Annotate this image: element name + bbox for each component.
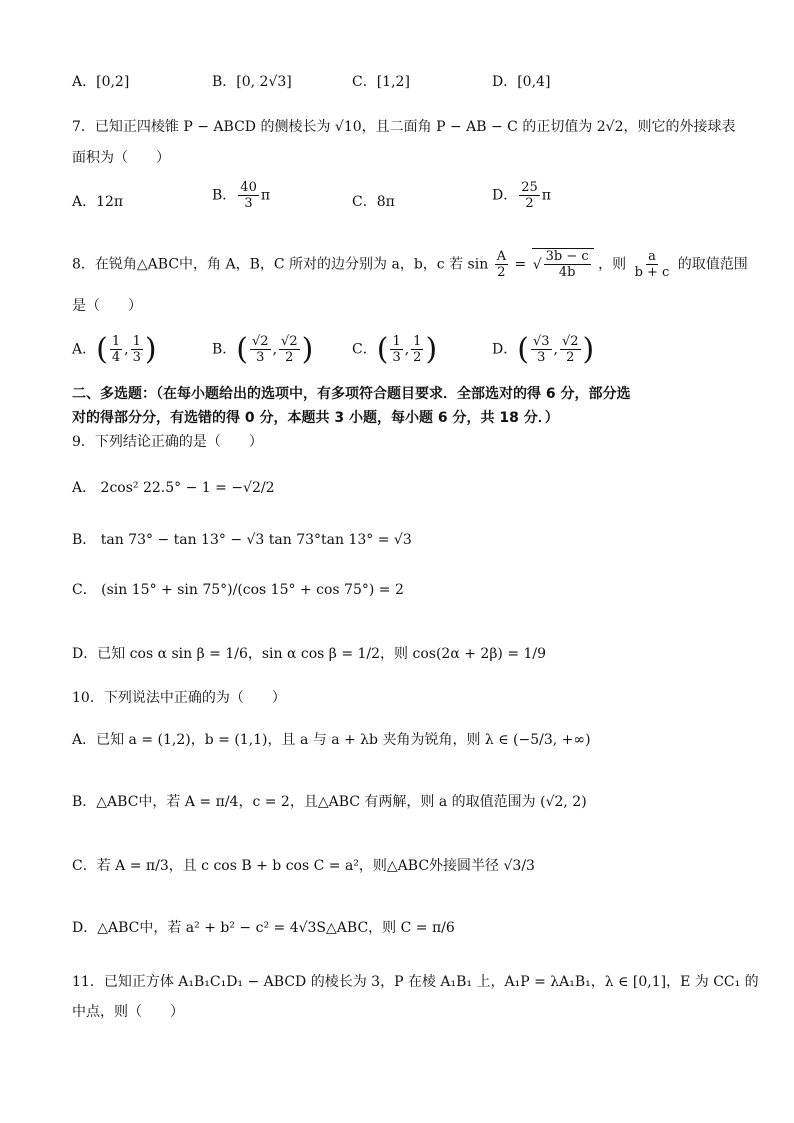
q7-option-b-label: B． <box>212 187 237 204</box>
q10-option-c: C．若 A = π/3，且 c cos B + b cos C = a²，则△ABC外接圆半径 √3/3 <box>72 858 535 874</box>
q8-frac2-den: 4b <box>558 265 576 280</box>
q8-half-angle-fraction <box>495 249 508 280</box>
q8-frac1-num: A <box>496 249 507 264</box>
q11-stem-line2: 中点，则（ ） <box>72 1004 184 1020</box>
q7-b-denominator: 3 <box>244 196 253 211</box>
q9-option-c: C． (sin 15° + sin 75°)/(cos 15° + cos 75°) = 2 <box>72 582 404 598</box>
q8-frac1-den: 2 <box>497 265 506 280</box>
q8-option-b-label: B． <box>212 341 237 358</box>
q9-option-b: B． tan 73° − tan 13° − √3 tan 73°tan 13° = √3 <box>72 532 412 548</box>
q7-b-numerator: 40 <box>240 180 257 195</box>
q8-option-c-label: C． <box>352 341 377 358</box>
q8-stem-text-c: 的取值范围 <box>677 256 748 273</box>
q7-option-b <box>212 180 270 211</box>
q8-option-a-label: A． <box>72 341 97 358</box>
q7-option-b-pi: π <box>260 187 271 204</box>
q9-stem: 9．下列结论正确的是（ ） <box>72 434 263 450</box>
q8-frac2-num: √ 3b − c <box>545 249 589 264</box>
q7-option-b-fraction <box>238 180 259 211</box>
q8-option-a: A．( $\frac{1}{4}$ , $\frac{1}{3}$ ) <box>72 331 157 367</box>
q7-d-denominator: 2 <box>525 196 534 211</box>
q10-option-a: A．已知 a = (1,2)，b = (1,1)，且 a 与 a + λb 夹角为锐角，则 λ ∈ (−5/3, +∞) <box>72 732 591 748</box>
q9-option-a: A． 2cos² 22.5° − 1 = −√2/2 <box>72 480 275 496</box>
q6-option-a: A．[0,2] <box>72 74 130 90</box>
q10-stem: 10．下列说法中正确的为（ ） <box>72 690 286 706</box>
q7-d-numerator: 25 <box>521 180 538 195</box>
q8-stem-line1 <box>72 248 748 280</box>
q7-stem-line1: 7．已知正四棱锥 P − ABCD 的侧棱长为 √10，且二面角 P − AB − C 的正切值为 2√2，则它的外接球表 <box>72 119 736 135</box>
q11-stem-line1: 11．已知正方体 A₁B₁C₁D₁ − ABCD 的棱长为 3，P 在棱 A₁B₁ 上，A₁P = λA₁B₁，λ ∈ [0,1]，E 为 CC₁ 的 <box>72 974 759 990</box>
q7-stem-line2: 面积为（ ） <box>72 150 170 166</box>
q8-ratio-fraction <box>633 249 672 280</box>
q9-option-d: D．已知 cos α sin β = 1/6，sin α cos β = 1/2，则 cos(2α + 2β) = 1/9 <box>72 646 547 662</box>
q7-option-d-fraction <box>519 180 540 211</box>
q8-equals: = <box>514 256 527 273</box>
q7-option-d-label: D． <box>492 187 518 204</box>
q8-stem-line2: 是（ ） <box>72 298 142 314</box>
q8-option-d: D．( $\frac{√3}{3}$ , $\frac{√2}{2}$ ) <box>492 331 595 367</box>
q8-stem-text-b: ，则 <box>598 256 627 273</box>
q8-option-b: B．( $\frac{√2}{3}$ , $\frac{√2}{2}$ ) <box>212 331 314 367</box>
q10-option-d: D．△ABC中，若 a² + b² − c² = 4√3S△ABC，则 C = π/6 <box>72 920 455 936</box>
q8-sqrt <box>532 248 594 280</box>
q7-option-a: A．12π <box>72 194 124 210</box>
section2-heading-line2: 对的得部分分，有选错的得 0 分，本题共 3 小题，每小题 6 分，共 18 分．） <box>72 410 559 426</box>
q8-option-c: C．( $\frac{1}{3}$ , $\frac{1}{2}$ ) <box>352 331 438 367</box>
q7-option-d <box>492 180 551 211</box>
q7-option-c: C．8π <box>352 194 395 210</box>
q7-option-d-pi: π <box>541 187 551 204</box>
q8-frac3-num: a <box>648 249 656 264</box>
q6-option-b: B．[0, 2√3] <box>212 74 292 90</box>
q8-stem-text-a: 8．在锐角△ABC中，角 A，B，C 所对的边分别为 a，b，c 若 sin <box>72 256 489 273</box>
q8-frac3-den: b + c <box>634 265 670 280</box>
q6-option-c: C．[1,2] <box>352 74 410 90</box>
q8-option-d-label: D． <box>492 341 518 358</box>
q10-option-b: B．△ABC中，若 A = π/4，c = 2，且△ABC 有两解，则 a 的取值范围为 (√2, 2) <box>72 794 587 810</box>
section2-heading-line1: 二、多选题：（在每小题给出的选项中，有多项符合题目要求．全部选对的得 6 分，部分选 <box>72 386 631 402</box>
q6-option-d: D．[0,4] <box>492 74 551 90</box>
